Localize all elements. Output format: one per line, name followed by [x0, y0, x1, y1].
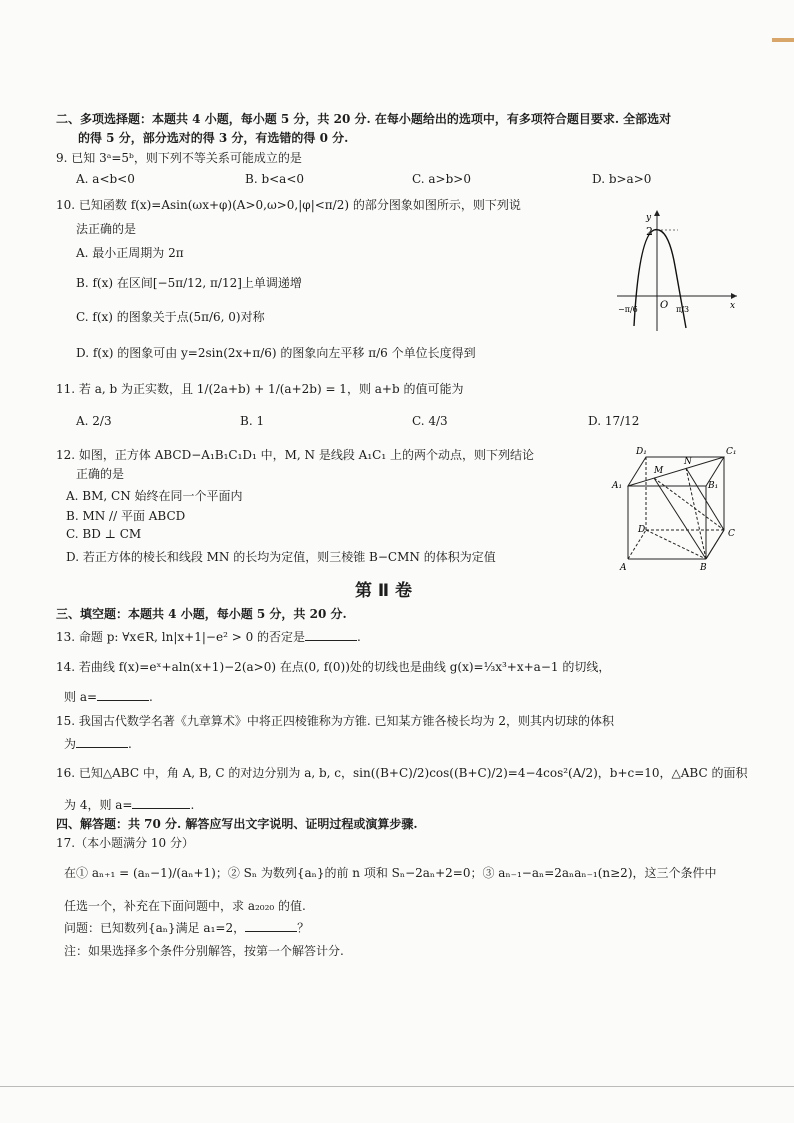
q16-answer-blank: [132, 798, 190, 809]
q9-option-c: C. a>b>0: [412, 172, 471, 186]
q17-problem: 问题：已知数列{aₙ}满足 a₁=2，: [64, 921, 246, 935]
label-a1: A₁: [612, 481, 623, 491]
section3-heading: 三、填空题：本题共 4 小题，每小题 5 分，共 20 分.: [56, 607, 347, 621]
section2-heading: 二、多项选择题：本题共 4 小题，每小题 5 分，共 20 分. 在每小题给出的选项中，有多项符合题目要求. 全部选对: [56, 112, 672, 126]
q11-option-d: D. 17/12: [588, 414, 640, 428]
q15-end: .: [128, 737, 132, 751]
q14-answer-blank: [97, 690, 149, 701]
q10-option-a: A. 最小正周期为 2π: [76, 246, 184, 260]
q14-stem-cont: 则 a=: [64, 690, 98, 704]
q14-end: .: [149, 690, 153, 704]
q15-line2: [64, 737, 132, 751]
q10-option-c: C. f(x) 的图象关于点(5π/6, 0)对称: [76, 310, 265, 324]
q12-stem: 12. 如图，正方体 ABCD−A₁B₁C₁D₁ 中，M, N 是线段 A₁C₁ 上的两个动点，则下列结论: [56, 448, 534, 462]
label-b1: B₁: [708, 481, 719, 491]
q17-line3: [64, 921, 309, 935]
segment-bc: [706, 530, 724, 559]
q9-option-a: A. a<b<0: [76, 172, 135, 186]
origin-label: O: [660, 300, 669, 311]
q15-stem: 15. 我国古代数学名著《九章算术》中将正四棱锥称为方锥. 已知某方锥各棱长均为 2，则其内切球的体积: [56, 714, 614, 728]
q10-function-graph: [612, 206, 742, 336]
label-c: C: [728, 529, 735, 539]
q11-option-c: C. 4/3: [412, 414, 448, 428]
q15-stem-cont: 为: [64, 737, 77, 751]
q13-end: .: [357, 630, 361, 644]
label-c1: C₁: [726, 447, 737, 457]
q10-stem-cont: 法正确的是: [76, 222, 137, 236]
label-b: B: [700, 563, 707, 572]
q17-note: 注：如果选择多个条件分别解答，按第一个解答计分.: [64, 944, 344, 958]
q12-option-a: A. BM, CN 始终在同一个平面内: [66, 489, 243, 503]
q11-stem: 11. 若 a, b 为正实数，且 1/(2a+b) + 1/(a+2b) = 1，则 a+b 的值可能为: [56, 382, 464, 396]
corner-tab-mark: [772, 38, 794, 42]
part2-title: 第 Ⅱ 卷: [355, 581, 413, 601]
q16-line2: [64, 798, 194, 812]
q16-stem: 16. 已知△ABC 中，角 A, B, C 的对边分别为 a, b, c，sin((B+C)/2)cos((B+C)/2)=4−4cos²(A/2)，b+c=10，△ABC 的面积: [56, 766, 748, 780]
q12-option-b: B. MN // 平面 ABCD: [66, 509, 186, 523]
q12-option-d: D. 若正方体的棱长和线段 MN 的长均为定值，则三棱锥 B−CMN 的体积为定值: [66, 550, 496, 564]
q12-stem-cont: 正确的是: [76, 467, 125, 481]
label-d: D: [638, 525, 646, 535]
q13-stem: 13. 命题 p: ∀x∈R, ln|x+1|−e² > 0 的否定是: [56, 630, 306, 644]
q17-question-mark: ？: [297, 921, 310, 935]
segment-bn: [686, 468, 706, 559]
section4-heading: 四、解答题：共 70 分. 解答应写出文字说明、证明过程或演算步骤.: [56, 817, 418, 831]
label-d1: D₁: [636, 447, 647, 457]
x-axis-arrow-icon: [731, 293, 737, 299]
x-axis-label: x: [730, 301, 736, 311]
y-axis-label: y: [646, 213, 652, 223]
q10-option-d: D. f(x) 的图象可由 y=2sin(2x+π/6) 的图象向左平移 π/6 个单位长度得到: [76, 346, 476, 360]
peak-value-label: 2: [646, 225, 653, 238]
y-axis-arrow-icon: [654, 210, 660, 216]
q12-cube-figure: [610, 442, 750, 572]
q10-option-b: B. f(x) 在区间[−5π/12, π/12]上单调递增: [76, 276, 302, 290]
page-bottom-rule: [0, 1086, 794, 1087]
q10-stem: 10. 已知函数 f(x)=Asin(ωx+φ)(A>0,ω>0,|φ|<π/2) 的部分图象如图所示，则下列说: [56, 198, 521, 212]
segment-cn: [686, 468, 724, 530]
q17-line1: 在① aₙ₊₁ = (aₙ−1)/(aₙ+1)；② Sₙ 为数列{aₙ}的前 n 项和 Sₙ−2aₙ+2=0；③ aₙ₋₁−aₙ=2aₙaₙ₋₁(n≥2)，这三个条件中: [64, 866, 717, 880]
q9-stem: 9. 已知 3ᵃ=5ᵇ，则下列不等关系可能成立的是: [56, 151, 302, 165]
label-m: M: [654, 466, 664, 476]
label-a: A: [620, 563, 627, 572]
q15-answer-blank: [76, 737, 128, 748]
q9-option-b: B. b<a<0: [245, 172, 305, 186]
q17-title: 17.（本小题满分 10 分）: [56, 836, 194, 850]
q14-stem: 14. 若曲线 f(x)=eˣ+aln(x+1)−2(a>0) 在点(0, f(0))处的切线也是曲线 g(x)=⅓x³+x+a−1 的切线，: [56, 660, 611, 674]
q17-line2: 任选一个，补充在下面问题中，求 a₂₀₂₀ 的值.: [64, 899, 306, 913]
q16-stem-cont: 为 4，则 a=: [64, 798, 133, 812]
q16-end: .: [190, 798, 195, 812]
q13-answer-blank: [305, 630, 357, 641]
q11-option-a: A. 2/3: [76, 414, 112, 428]
section2-heading-cont: 的得 5 分，部分选对的得 3 分，有选错的得 0 分.: [78, 131, 349, 145]
q17-condition-blank: [245, 921, 297, 932]
q12-option-c: C. BD ⊥ CM: [66, 527, 142, 541]
q9-option-d: D. b>a>0: [592, 172, 652, 186]
right-zero-label: π/3: [676, 305, 690, 314]
left-zero-label: −π/6: [618, 305, 638, 314]
label-n: N: [684, 457, 692, 467]
q13-line: [56, 630, 361, 644]
q11-option-b: B. 1: [240, 414, 265, 428]
q14-line2: [64, 690, 153, 704]
